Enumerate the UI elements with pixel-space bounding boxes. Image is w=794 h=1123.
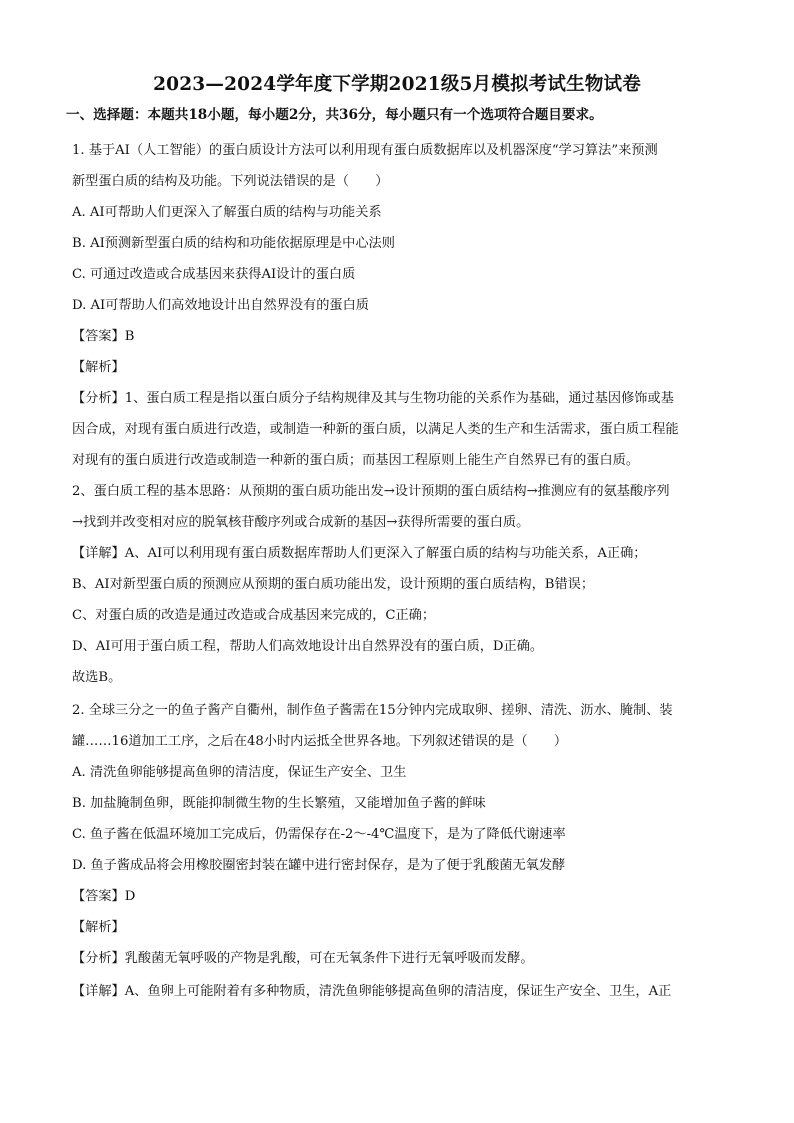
- q2-option-d: D. 鱼子酱成品将会用橡胶圈密封装在罐中进行密封保存，是为了便于乳酸菌无氧发酵: [72, 858, 566, 873]
- q1-detail-line-2: B、AI对新型蛋白质的预测应从预期的蛋白质功能出发，设计预期的蛋白质结构，B错误；: [72, 577, 595, 592]
- q1-detail-line-4: D、AI可用于蛋白质工程，帮助人们高效地设计出自然界没有的蛋白质，D正确。: [72, 639, 544, 654]
- exam-title: 2023—2024学年度下学期2021级5月模拟考试生物试卷: [153, 74, 641, 95]
- q1-analysis-heading: 【解析】: [72, 360, 125, 375]
- q2-fenxi-line-1: 【分析】乳酸菌无氧呼吸的产物是乳酸，可在无氧条件下进行无氧呼吸而发酵。: [72, 951, 534, 966]
- q2-stem-line-2: 罐……16道加工工序，之后在48小时内运抵全世界各地。下列叙述错误的是（ ）: [72, 734, 568, 749]
- section-heading: 一、选择题：本题共18小题，每小题2分，共36分，每小题只有一个选项符合题目要求。: [66, 107, 603, 123]
- q2-option-a: A. 清洗鱼卵能够提高鱼卵的清洁度，保证生产安全、卫生: [72, 765, 407, 780]
- q1-fenxi-line-2: 因合成，对现有蛋白质进行改造，或制造一种新的蛋白质，以满足人类的生产和生活需求，蛋白质工程能: [72, 422, 679, 437]
- q1-fenxi-line-3: 对现有的蛋白质进行改造或制造一种新的蛋白质；而基因工程原则上能生产自然界已有的蛋白质。: [72, 453, 640, 468]
- q1-detail-line-3: C、对蛋白质的改造是通过改造或合成基因来完成的，C正确；: [72, 608, 436, 623]
- q1-conclusion: 故选B。: [72, 670, 122, 685]
- q1-fenxi-line-5: →找到并改变相对应的脱氧核苷酸序列或合成新的基因→获得所需要的蛋白质。: [72, 515, 530, 530]
- q2-option-c: C. 鱼子酱在低温环境加工完成后，仍需保存在-2～-4℃温度下，是为了降低代谢速率: [72, 827, 566, 842]
- q1-option-a: A. AI可帮助人们更深入了解蛋白质的结构与功能关系: [72, 205, 382, 220]
- q1-option-d: D. AI可帮助人们高效地设计出自然界没有的蛋白质: [72, 298, 369, 313]
- q2-analysis-heading: 【解析】: [72, 920, 125, 935]
- q2-stem-line-1: 2. 全球三分之一的鱼子酱产自衢州，制作鱼子酱需在15分钟内完成取卵、搓卵、清洗、沥水、腌制、装: [72, 703, 673, 718]
- q1-option-c: C. 可通过改造或合成基因来获得AI设计的蛋白质: [72, 267, 356, 282]
- q2-answer: 【答案】D: [72, 889, 136, 904]
- q1-fenxi-line-1: 【分析】1、蛋白质工程是指以蛋白质分子结构规律及其与生物功能的关系作为基础，通过基因修饰或基: [72, 391, 674, 406]
- q2-detail-line-1: 【详解】A、鱼卵上可能附着有多种物质，清洗鱼卵能够提高鱼卵的清洁度，保证生产安全、卫生，A正: [72, 984, 672, 999]
- q2-option-b: B. 加盐腌制鱼卵，既能抑制微生物的生长繁殖，又能增加鱼子酱的鲜味: [72, 796, 486, 811]
- q1-option-b: B. AI预测新型蛋白质的结构和功能依据原理是中心法则: [72, 236, 395, 251]
- q1-answer: 【答案】B: [72, 329, 135, 344]
- q1-stem-line-2: 新型蛋白质的结构及功能。下列说法错误的是（ ）: [72, 174, 389, 189]
- q1-fenxi-line-4: 2、蛋白质工程的基本思路：从预期的蛋白质功能出发→设计预期的蛋白质结构→推测应有的氨基酸序列: [72, 484, 670, 499]
- q1-stem-line-1: 1. 基于AI（人工智能）的蛋白质设计方法可以利用现有蛋白质数据库以及机器深度“学习算法”来预测: [72, 143, 658, 158]
- q1-detail-line-1: 【详解】A、AI可以利用现有蛋白质数据库帮助人们更深入了解蛋白质的结构与功能关系，A正确；: [72, 546, 647, 561]
